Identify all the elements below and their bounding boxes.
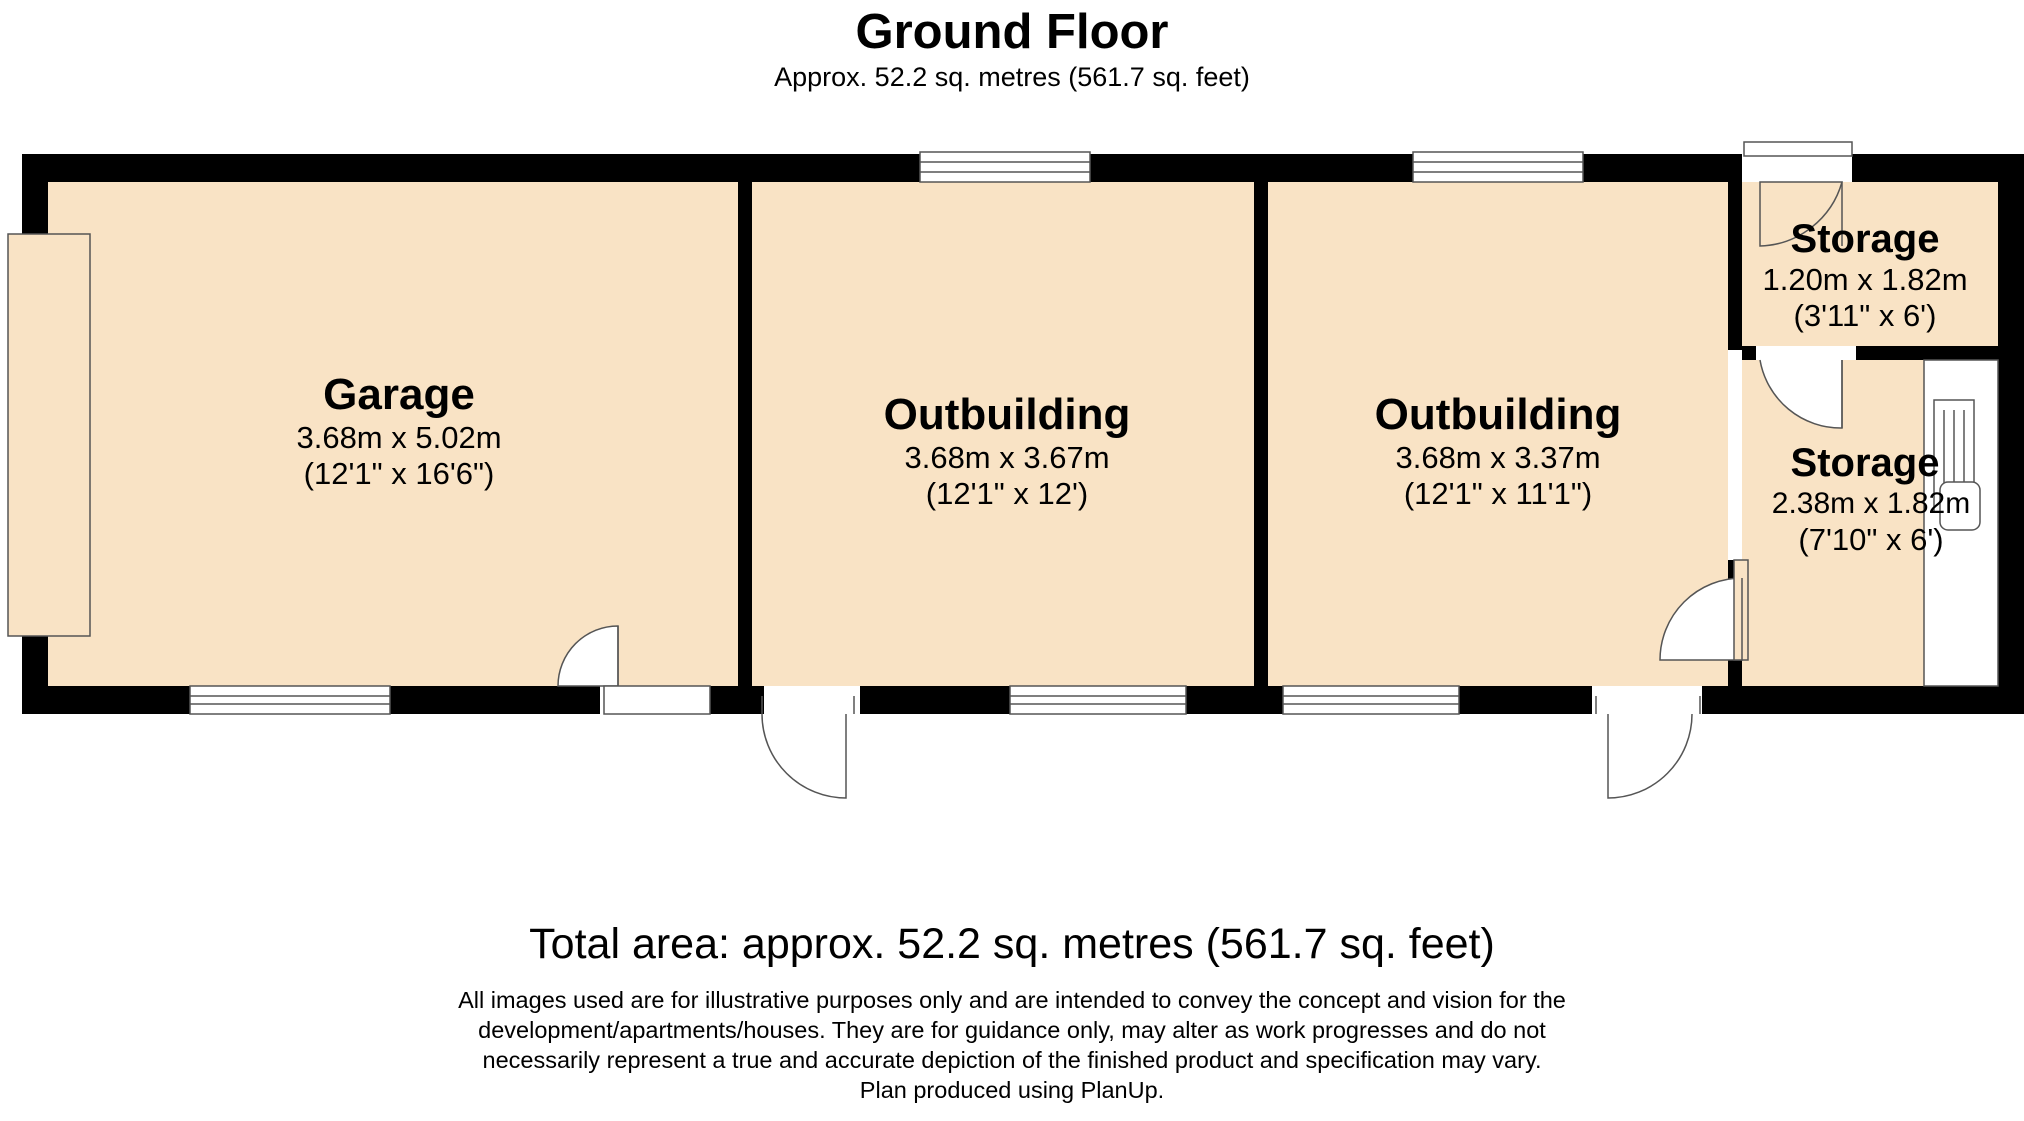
room-dimensions-imperial-outbuilding-1: (12'1" x 12') [925,476,1089,511]
room-name-garage: Garage [323,370,475,419]
disclaimer-line: All images used are for illustrative purposes only and are intended to convey the concept and vision for the [458,987,1566,1013]
plan-subtitle: Approx. 52.2 sq. metres (561.7 sq. feet) [774,62,1250,92]
room-name-outbuilding-2: Outbuilding [1374,390,1622,439]
room-name-storage-1: Storage [1790,217,1940,261]
disclaimer-line: necessarily represent a true and accurate depiction of the finished product and specification may vary. [482,1047,1542,1073]
garage-door-icon [8,234,90,636]
room-dimensions-storage-2: 2.38m x 1.82m [1771,487,1971,520]
room-dimensions-storage-1: 1.20m x 1.82m [1762,262,1968,297]
room-name-outbuilding-1: Outbuilding [883,390,1131,439]
room-dimensions-imperial-storage-1: (3'11" x 6') [1793,298,1937,333]
disclaimer-line: development/apartments/houses. They are for guidance only, may alter as work progresses and do not [478,1017,1546,1043]
room-dimensions-imperial-storage-2: (7'10" x 6') [1798,522,1944,557]
plan-title: Ground Floor [855,5,1169,59]
room-name-storage-2: Storage [1790,441,1940,485]
room-dimensions-imperial-garage: (12'1" x 16'6") [303,456,495,491]
room-dimensions-garage: 3.68m x 5.02m [296,420,502,455]
total-area: Total area: approx. 52.2 sq. metres (561.7 sq. feet) [529,920,1495,968]
disclaimer [0,985,2024,1105]
room-dimensions-imperial-outbuilding-2: (12'1" x 11'1") [1403,476,1593,511]
room-dimensions-outbuilding-1: 3.68m x 3.67m [904,440,1110,475]
disclaimer-line: Plan produced using PlanUp. [859,1077,1165,1103]
room-dimensions-outbuilding-2: 3.68m x 3.37m [1395,440,1601,475]
